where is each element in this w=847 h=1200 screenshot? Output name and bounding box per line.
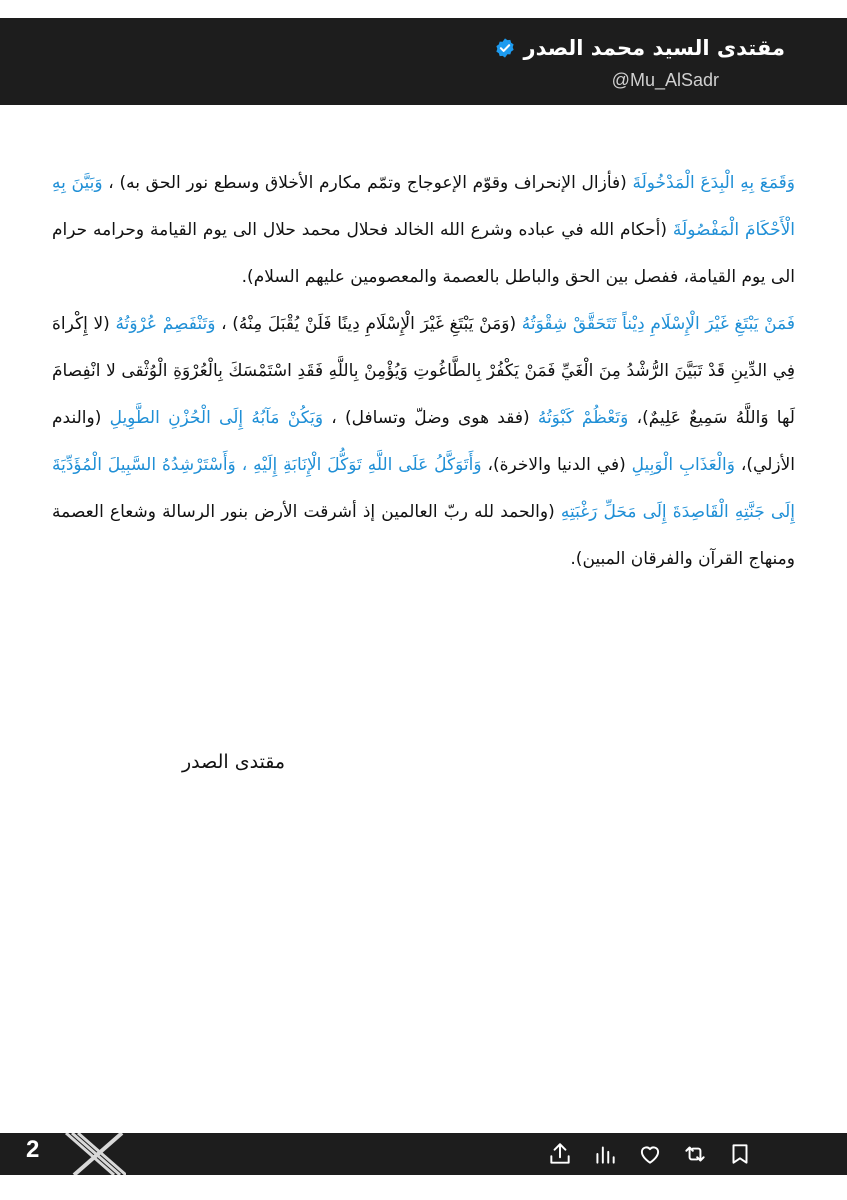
commentary-text: (لا إِكْراهَ فِي الدِّينِ قَدْ تَبَيَّنَ الرُّشْدُ مِنَ الْغَيِّ فَمَنْ يَكْفُرْ بِالطَّاغُوتِ وَيُؤْمِنْ بِاللَّهِ فَقَدِ اسْتَمْسَكَ بِالْعُرْوَةِ الْوُثْقى لا انْفِصامَ لَها وَاللَّهُ سَمِيعٌ عَلِيمٌ)، (52, 314, 795, 428)
commentary-text: (في الدنيا والاخرة)، (481, 455, 632, 475)
author-name-row[interactable] (494, 36, 786, 60)
commentary-text: (أحكام الله في عباده وشرع الله الخالد فحلال محمد حلال الى يوم القيامة وحرامه حرام الى يوم القيامة، ففصل بين الحق والباطل بالعصمة والمعصومين عليهم السلام). (52, 220, 795, 287)
retweet-icon[interactable] (682, 1141, 708, 1167)
tweet-header (0, 18, 847, 105)
tweet-text (52, 160, 795, 583)
author-handle[interactable]: @Mu_AlSadr (611, 70, 719, 90)
author-display-name[interactable]: مقتدى السيد محمد الصدر (523, 36, 785, 60)
share-icon[interactable] (547, 1141, 573, 1167)
commentary-text: (فقد هوى وضلّ وتسافل) ، (323, 408, 538, 428)
signature: مقتدى الصدر (182, 751, 286, 773)
quote-text: وَقَمَعَ بِهِ الْبِدَعَ الْمَدْخُولَةَ (632, 173, 796, 193)
paragraph-1 (52, 160, 795, 301)
paragraph-2 (52, 301, 795, 583)
quote-text: وَتَعْظُمْ كَبْوَتُهُ (537, 408, 629, 428)
quote-text: وَبَيَّنَ بِهِ الْأَحْكَامَ الْمَفْصُولَةَ (52, 173, 795, 240)
commentary-text: (فأزال الإنحراف وقوّم الإعوجاج وتمّم مكارم الأخلاق وسطع نور الحق به) ، (102, 173, 633, 193)
quote-text: فَمَنْ يَبْتَغِ غَيْرَ الْإِسْلَامِ دِيْناً تَتَحَقَّقْ شِقْوَتُهُ (521, 314, 796, 334)
commentary-text: (وَمَنْ يَبْتَغِ غَيْرَ الْإِسْلَامِ دِينًا فَلَنْ يُقْبَلَ مِنْهُ) ، (215, 314, 522, 334)
footer-bar (0, 1133, 847, 1175)
quote-text: وَتَنْفَصِمْ عُرْوَتُهُ (115, 314, 216, 334)
page-number: 2 (26, 1136, 40, 1163)
commentary-text: (والندم الأزلي)، (52, 408, 796, 475)
quote-text: وَيَكُنْ مَآبُهُ إِلَى الْحُزْنِ الطَّوِيلِ (109, 408, 324, 428)
action-bar (547, 1141, 753, 1167)
bookmark-icon[interactable] (727, 1141, 753, 1167)
commentary-text: (والحمد لله ربّ العالمين إذ أشرقت الأرض بنور الرسالة وشعاع العصمة ومنهاج القرآن والفرقان المبين). (52, 502, 795, 569)
analytics-icon[interactable] (592, 1141, 618, 1167)
quote-text: وَأَتَوَكَّلُ عَلَى اللَّهِ تَوَكُّلَ الْإِنَابَةِ إِلَيْهِ ، وَأَسْتَرْشِدُهُ السَّبِيلَ الْمُؤَدِّيَةَ إِلَى جَنَّتِهِ الْقَاصِدَةَ إِلَى مَحَلِّ رَغْبَتِهِ (52, 455, 796, 522)
verified-badge-icon (494, 37, 516, 59)
x-logo-icon (62, 1133, 126, 1175)
quote-text: وَالْعَذَابِ الْوَبِيلِ (631, 455, 735, 475)
like-icon[interactable] (637, 1141, 663, 1167)
